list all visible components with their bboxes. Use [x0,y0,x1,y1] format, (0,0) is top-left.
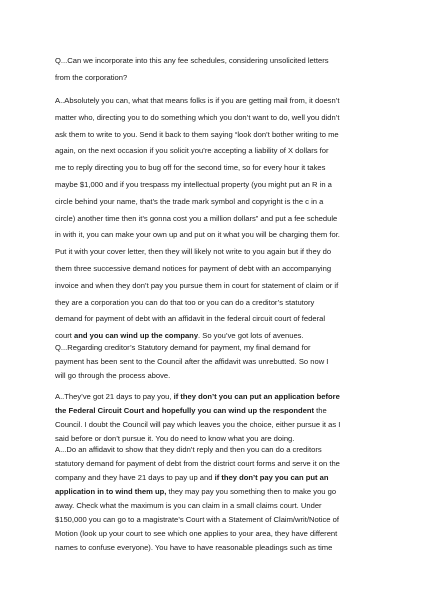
text-run: Put it with your cover letter, then they will likely not write to you again but if they do [55,247,332,257]
text-line [55,295,340,312]
text-run: circle) another time then it’s gonna cost you a million dollars” and put a fee schedule [55,213,338,223]
text-line [55,70,329,87]
text-line [55,499,340,513]
text-run: A...Do an affidavit to show that they didn’t reply and then you can do a creditors [55,445,322,454]
text-run: circle behind your name, that’s the trade mark symbol and copyright is the c in a [55,196,324,206]
text-run: again, on the next occasion if you solicit you’re accepting a liability of X dollars for [55,146,329,156]
text-line [55,53,329,70]
text-line [55,513,340,527]
bold-text-run: the Federal Circuit Court and hopefully you can wind up the respondent [55,406,315,415]
text-line [55,261,340,278]
text-run: Q...Regarding creditor’s Statutory demand for payment, my final demand for [55,343,311,352]
text-run: matter who, directing you to do something which you don’t want to do, well you didn’t [55,112,340,122]
text-line [55,355,328,369]
text-run: said before or don’t pursue it. You do need to know what you are doing. [55,434,295,443]
text-line [55,244,340,261]
text-run: $150,000 you can go to a magistrate’s Court with a Statement of Claim/writ/Notice of [55,515,339,524]
text-run: A..Absolutely you can, what that means folks is if you are getting mail from, it doesn’t [55,96,340,105]
text-run: . So you’ve got lots of avenues. [198,331,304,341]
text-line [55,211,340,228]
paragraph-answer-21-days [55,390,340,446]
text-line [55,541,340,555]
text-run: invoice and when they don’t pay you pursue them in court for statement of claim or if [55,280,339,290]
text-line [55,390,340,404]
text-run: ask them to write to you. Send it back to them saying “look don’t bother writing to me [55,129,339,139]
paragraph-question-statutory-demand [55,341,328,383]
text-line [55,177,340,194]
text-run: maybe $1,000 and if you trespass my intellectual property (you might put an R in a [55,179,332,189]
text-run: the [314,406,327,415]
text-line [55,93,340,110]
text-run: names to confuse everyone). You have to have reasonable pleadings such as time [55,543,333,552]
text-run: company and they have 21 days to pay up and [55,473,215,482]
text-run: me to reply directing you to bug off for the second time, so for every hour it takes [55,163,326,173]
text-run: away. Check what the maximum is you can claim in a small claims court. Under [55,501,322,510]
text-run: demand for payment of debt with an affidavit in the federal circuit court of federal [55,314,326,324]
text-line [55,194,340,211]
text-run: they are a corporation you can do that too or you can do a creditor’s statutory [55,297,315,307]
paragraph-answer-affidavit [55,443,340,555]
text-run: court [55,331,74,341]
text-line [55,278,340,295]
text-line [55,127,340,144]
text-run: Q...Can we incorporate into this any fee schedules, considering unsolicited letters [55,56,329,65]
text-line [55,341,328,355]
text-line [55,418,340,432]
text-run: in with it, you can make your own up and put on it what you will be charging them for. [55,230,340,240]
text-line [55,110,340,127]
text-run: them three successive demand notices for payment of debt with an accompanying [55,263,332,273]
bold-text-run: if they don’t pay you can put an [214,473,329,482]
text-line [55,527,340,541]
bold-text-run: if they don’t you can put an application before [173,392,340,401]
text-line [55,443,340,457]
text-run: payment has been sent to the Council after the affidavit was unrebutted. So now I [55,357,329,366]
bold-text-run: and you can wind up the company [74,331,199,341]
text-line [55,160,340,177]
text-line [55,143,340,160]
text-run: they may pay you something then to make you go [166,487,337,496]
text-run: Council. I doubt the Council will pay which leaves you the choice, either pursue it as I [55,420,341,429]
text-run: will go through the process above. [55,371,171,380]
text-line [55,227,340,244]
text-run: from the corporation? [55,72,128,82]
paragraph-answer-fee-schedules [55,93,340,345]
text-run: statutory demand for payment of debt from the district court forms and serve it on the [55,459,340,468]
text-line [55,457,340,471]
text-line [55,404,340,418]
text-line [55,485,340,499]
text-run: Motion (look up your court to see which one applies to your area, they have different [55,529,338,538]
paragraph-question-fee-schedules [55,53,329,87]
text-line [55,311,340,328]
text-line [55,471,340,485]
text-run: A..They’ve got 21 days to pay you, [55,392,174,401]
text-line [55,369,328,383]
bold-text-run: application in to wind them up, [55,487,167,496]
